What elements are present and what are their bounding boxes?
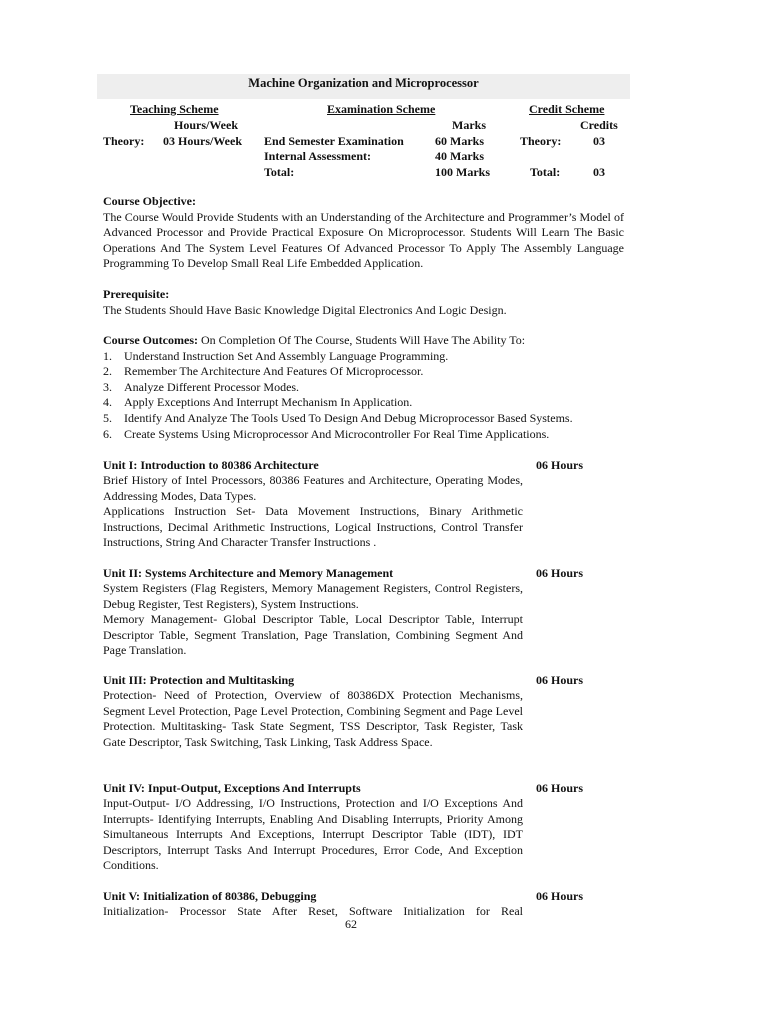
unit-paragraph: Input-Output- I/O Addressing, I/O Instructions, Protection and I/O Exceptions And Interrupts- Identifying Interrupts, Enabling And Disabling Interrupts, Priority Among Simultaneous Interrupts And Exceptions, Interrupt Descriptor Table (IDT), IDT Descriptors, Interrupt Tasks And Interrupt Procedures, Error Code, And Exception Conditions. — [103, 796, 523, 873]
unit-title: Unit V: Initialization of 80386, Debugging — [103, 889, 317, 903]
unit-1 — [103, 457, 588, 551]
list-item — [103, 411, 643, 427]
unit-4 — [103, 780, 588, 874]
exam-row-label: End Semester Examination — [264, 134, 404, 148]
unit-title: Unit IV: Input-Output, Exceptions And Interrupts — [103, 781, 361, 795]
list-item-text: Create Systems Using Microprocessor And Microcontroller For Real Time Applications. — [124, 426, 550, 441]
unit-paragraph: Brief History of Intel Processors, 80386 Features and Architecture, Operating Modes, Addressing Modes, Data Types. — [103, 473, 523, 503]
list-item-number: 6. — [103, 426, 112, 441]
unit-5 — [103, 888, 588, 920]
unit-2 — [103, 565, 588, 659]
unit-paragraph: Memory Management- Global Descriptor Table, Local Descriptor Table, Interrupt Descriptor Table, Segment Translation, Page Translation, Combining Segment And Page Translation. — [103, 612, 523, 658]
unit-hours: 06 Hours — [536, 458, 584, 472]
course-outcomes-section — [103, 333, 643, 442]
prerequisite-heading: Prerequisite: — [103, 287, 170, 301]
list-item-number: 3. — [103, 379, 112, 394]
credit-total-value: 03 — [593, 165, 605, 179]
unit-hours: 06 Hours — [536, 673, 584, 687]
prerequisite-text: The Students Should Have Basic Knowledge Digital Electronics And Logic Design. — [103, 302, 507, 317]
theory-hours: 03 Hours/Week — [163, 134, 243, 148]
page-number: 62 — [345, 917, 357, 931]
exam-row-marks: 40 Marks — [435, 149, 484, 163]
course-outcomes-intro: On Completion Of The Course, Students Will Have The Ability To: — [197, 333, 526, 347]
list-item-number: 1. — [103, 348, 112, 363]
list-item-text: Analyze Different Processor Modes. — [124, 379, 300, 394]
unit-hours: 06 Hours — [536, 566, 584, 580]
unit-hours: 06 Hours — [536, 889, 584, 903]
credit-total-label: Total: — [530, 165, 561, 179]
unit-paragraph: Initialization- Processor State After Reset, Software Initialization for Real — [103, 904, 523, 918]
list-item — [103, 395, 643, 411]
exam-row-marks: 60 Marks — [435, 134, 484, 148]
unit-3 — [103, 672, 588, 750]
list-item-text: Apply Exceptions And Interrupt Mechanism In Application. — [124, 395, 413, 410]
list-item — [103, 349, 643, 365]
exam-row-label: Total: — [264, 165, 295, 179]
unit-title: Unit I: Introduction to 80386 Architecture — [103, 458, 319, 472]
unit-hours: 06 Hours — [536, 781, 584, 795]
list-item-number: 5. — [103, 410, 112, 425]
unit-title: Unit III: Protection and Multitasking — [103, 673, 295, 687]
list-item — [103, 380, 643, 396]
credit-theory-label: Theory: — [520, 134, 562, 148]
teaching-scheme-heading: Teaching Scheme — [130, 102, 219, 116]
credit-scheme-heading: Credit Scheme — [529, 102, 605, 116]
list-item — [103, 427, 643, 443]
course-title: Machine Organization and Microprocessor — [97, 74, 630, 99]
course-objective-heading: Course Objective: — [103, 194, 196, 208]
unit-paragraph: Applications Instruction Set- Data Movement Instructions, Binary Arithmetic Instructions, Decimal Arithmetic Instructions, Logical Instructions, Control Transfer Instructions, String And Character Transfer Instructions . — [103, 504, 523, 550]
exam-row-label: Internal Assessment: — [264, 149, 371, 163]
credit-theory-value: 03 — [593, 134, 605, 148]
unit-title: Unit II: Systems Architecture and Memory Management — [103, 566, 394, 580]
list-item-text: Identify And Analyze The Tools Used To Design And Debug Microprocessor Based Systems. — [124, 410, 573, 425]
list-item-text: Understand Instruction Set And Assembly Language Programming. — [124, 348, 449, 363]
course-objective-section — [103, 194, 624, 272]
credits-label: Credits — [580, 118, 618, 132]
examination-scheme-heading: Examination Scheme — [327, 102, 436, 116]
course-objective-text: The Course Would Provide Students with an Understanding of the Architecture and Programmer’s Model of Advanced Processor and Provide Practical Exposure On Microprocessor. Students Will Learn The Basic Operations And The System Level Features Of Advanced Processor To Apply The Assembly Language Programming To Develop Small Real Life Embedded Application. — [103, 209, 624, 271]
list-item — [103, 364, 643, 380]
list-item-number: 4. — [103, 395, 112, 410]
course-outcomes-list — [103, 349, 643, 443]
list-item-number: 2. — [103, 364, 112, 379]
course-outcomes-heading: Course Outcomes: — [103, 333, 198, 347]
unit-paragraph: Protection- Need of Protection, Overview of 80386DX Protection Mechanisms, Segment Level Protection, Page Level Protection, Combining Segment and Page Level Protection. Multitasking- Task State Segment, TSS Descriptor, Task Register, Task Gate Descriptor, Task Switching, Task Linking, Task Address Space. — [103, 688, 523, 749]
marks-label: Marks — [452, 118, 486, 132]
exam-row-marks: 100 Marks — [435, 165, 490, 179]
prerequisite-section — [103, 287, 624, 318]
list-item-text: Remember The Architecture And Features Of Microprocessor. — [124, 364, 424, 379]
hours-week-label: Hours/Week — [174, 118, 239, 132]
unit-paragraph: System Registers (Flag Registers, Memory Management Registers, Control Registers, Debug Register, Test Registers), System Instructions. — [103, 581, 523, 611]
theory-label: Theory: — [103, 134, 145, 148]
